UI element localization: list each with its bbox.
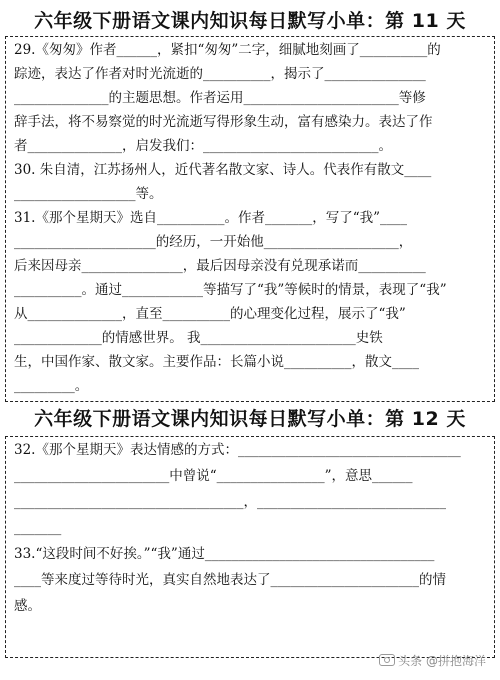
watermark — [379, 652, 486, 669]
day11-line: 者______________，启发我们：__________________________。 — [14, 138, 392, 154]
day11-line: 生，中国作家、散文家。主要作品：长篇小说__________，散文____ — [14, 354, 419, 370]
day11-line: __________。通过____________等描写了“我”等候时的情景，表现了“我” — [14, 282, 447, 298]
day12-line: _______ — [14, 520, 62, 536]
day11-line: 从______________，直至__________的心理变化过程，展示了“我” — [14, 306, 406, 322]
day12-line: ____等来度过等待时光，真实自然地表达了______________________的情 — [14, 572, 446, 588]
day11-line: ______________的主题思想。作者运用_______________________等修 — [14, 90, 426, 106]
day11-line: __________________等。 — [14, 186, 163, 202]
day11-line: 31.《那个星期天》选自__________。作者_______，写了“我”____ — [14, 210, 408, 226]
day11-line: 29.《匆匆》作者______，紧扣“匆匆”二字，细腻地刻画了__________的 — [14, 42, 441, 58]
day12-line: __________________________________，____________________________ — [14, 494, 446, 510]
day11-line: _____________的情感世界。 我_______________________史铁 — [14, 330, 383, 346]
day12-line: 32.《那个星期天》表达情感的方式：_________________________________ — [14, 442, 461, 458]
watermark-text: 头条 @拼抱海洋 — [398, 654, 486, 668]
day11-title: 六年级下册语文课内知识每日默写小单：第 11 天 — [34, 10, 466, 32]
day11-line: 踪迹，表达了作者对时光流逝的__________，揭示了_______________ — [14, 66, 426, 82]
camera-icon — [379, 654, 395, 666]
day11-line: _____________________的经历，一开始他____________________， — [14, 234, 413, 250]
day12-line: 感。 — [14, 598, 41, 614]
day11-line: 辞手法，将不易察觉的时光流逝写得形象生动，富有感染力。表达了作 — [14, 114, 433, 130]
day11-line: 30. 朱自清，江苏扬州人，近代著名散文家、诗人。代表作有散文____ — [14, 162, 432, 178]
day12-line: 33.“这段时间不好挨。”“我”通过__________________________________ — [14, 546, 435, 562]
day12-title: 六年级下册语文课内知识每日默写小单：第 12 天 — [34, 408, 466, 430]
day11-line: 后来因母亲_______________，最后因母亲没有兑现承诺而__________ — [14, 258, 426, 274]
day11-line: _________。 — [14, 378, 89, 394]
day12-line: _______________________中曾说“________________”，意思______ — [14, 468, 413, 484]
